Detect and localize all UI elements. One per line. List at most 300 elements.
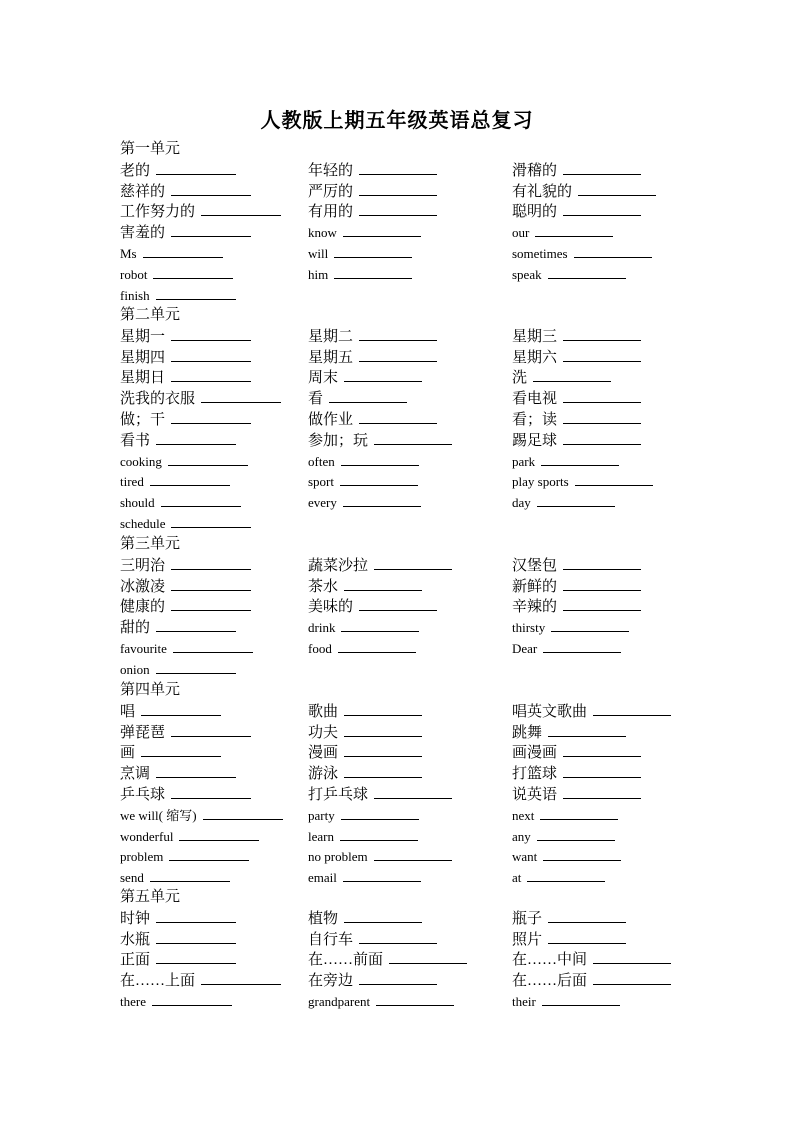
answer-blank[interactable] xyxy=(374,430,452,445)
answer-blank[interactable] xyxy=(593,701,671,716)
answer-blank[interactable] xyxy=(156,908,236,923)
vocab-word: 游泳 xyxy=(308,766,339,783)
vocab-word: their xyxy=(512,994,536,1009)
vocab-word: 水瓶 xyxy=(120,931,151,948)
vocab-word: no problem xyxy=(308,849,368,865)
vocab-word: our xyxy=(512,225,530,241)
answer-blank[interactable] xyxy=(203,805,283,820)
vocab-word: 星期二 xyxy=(308,328,354,345)
answer-blank[interactable] xyxy=(343,222,421,237)
answer-blank[interactable] xyxy=(548,264,626,279)
vocab-item xyxy=(512,576,641,596)
answer-blank[interactable] xyxy=(359,160,437,175)
answer-blank[interactable] xyxy=(344,763,422,778)
answer-blank[interactable] xyxy=(156,949,236,964)
vocab-word: 洗 xyxy=(512,370,528,387)
vocab-item xyxy=(512,222,613,242)
vocab-item xyxy=(120,347,251,367)
vocab-item xyxy=(512,867,605,887)
vocab-item xyxy=(120,826,259,846)
vocab-item xyxy=(512,243,652,263)
answer-blank[interactable] xyxy=(374,784,452,799)
vocab-item xyxy=(512,742,641,762)
answer-blank[interactable] xyxy=(156,929,236,944)
answer-blank[interactable] xyxy=(334,264,412,279)
vocab-item xyxy=(308,492,421,512)
vocab-item xyxy=(308,222,421,242)
answer-blank[interactable] xyxy=(344,908,422,923)
vocab-item xyxy=(120,596,251,616)
answer-blank[interactable] xyxy=(359,409,437,424)
answer-blank[interactable] xyxy=(171,784,251,799)
unit-heading: 第一单元 xyxy=(120,141,181,157)
answer-blank[interactable] xyxy=(156,430,236,445)
unit-heading: 第二单元 xyxy=(120,307,181,323)
vocab-word: 星期五 xyxy=(308,349,354,366)
vocab-word: 星期三 xyxy=(512,328,558,345)
vocab-word: 照片 xyxy=(512,931,543,948)
answer-blank[interactable] xyxy=(533,367,611,382)
vocab-word: next xyxy=(512,807,535,823)
vocab-word: 做；干 xyxy=(120,412,166,428)
vocab-item xyxy=(120,805,283,825)
vocab-item xyxy=(512,264,626,284)
answer-blank[interactable] xyxy=(156,763,236,778)
vocab-item xyxy=(512,929,626,949)
vocab-item xyxy=(308,929,437,949)
vocab-item xyxy=(120,451,248,471)
vocab-word: Ms xyxy=(120,246,137,261)
vocab-word: 害羞的 xyxy=(120,225,166,242)
answer-blank[interactable] xyxy=(173,638,253,653)
vocab-word: 星期四 xyxy=(120,349,166,366)
vocab-item xyxy=(120,181,251,201)
vocab-item xyxy=(308,826,418,846)
answer-blank[interactable] xyxy=(563,160,641,175)
vocab-word: 唱 xyxy=(120,703,136,720)
vocab-word: problem xyxy=(120,849,164,865)
vocab-word: schedule xyxy=(120,516,166,531)
answer-blank[interactable] xyxy=(156,659,236,674)
answer-blank[interactable] xyxy=(171,722,251,737)
vocab-word: there xyxy=(120,994,146,1009)
answer-blank[interactable] xyxy=(344,367,422,382)
vocab-word: speak xyxy=(512,266,542,282)
answer-blank[interactable] xyxy=(341,617,419,632)
answer-blank[interactable] xyxy=(201,970,281,985)
vocab-word: 看书 xyxy=(120,432,151,449)
vocab-word: 周末 xyxy=(308,370,339,387)
vocab-item xyxy=(120,701,221,721)
answer-blank[interactable] xyxy=(563,763,641,778)
answer-blank[interactable] xyxy=(171,222,251,237)
vocab-item xyxy=(120,326,251,346)
answer-blank[interactable] xyxy=(563,555,641,570)
answer-blank[interactable] xyxy=(537,492,615,507)
vocab-item xyxy=(512,326,641,346)
vocab-word: should xyxy=(120,495,155,511)
answer-blank[interactable] xyxy=(143,243,223,258)
vocab-word: 说英语 xyxy=(512,787,558,803)
vocab-item xyxy=(308,722,422,742)
vocab-item xyxy=(308,430,452,450)
vocab-item xyxy=(120,201,281,221)
answer-blank[interactable] xyxy=(563,326,641,341)
vocab-word: 唱英文歌曲 xyxy=(512,703,588,720)
answer-blank[interactable] xyxy=(543,846,621,861)
answer-blank[interactable] xyxy=(548,722,626,737)
vocab-word: 在……中间 xyxy=(512,952,588,969)
answer-blank[interactable] xyxy=(542,991,620,1006)
vocab-item xyxy=(512,451,619,471)
answer-blank[interactable] xyxy=(563,742,641,757)
answer-blank[interactable] xyxy=(578,181,656,196)
vocab-item xyxy=(308,181,437,201)
vocab-item xyxy=(120,846,249,866)
vocab-word: Dear xyxy=(512,641,538,656)
vocab-item xyxy=(120,285,236,305)
answer-blank[interactable] xyxy=(201,201,281,216)
vocab-word: at xyxy=(512,870,522,886)
answer-blank[interactable] xyxy=(359,181,437,196)
answer-blank[interactable] xyxy=(153,264,233,279)
answer-blank[interactable] xyxy=(171,347,251,362)
vocab-word: 植物 xyxy=(308,910,339,927)
vocab-word: 时钟 xyxy=(120,910,151,927)
answer-blank[interactable] xyxy=(171,409,251,424)
answer-blank[interactable] xyxy=(171,555,251,570)
answer-blank[interactable] xyxy=(593,949,671,964)
vocab-item xyxy=(308,471,418,491)
vocab-word: 年轻的 xyxy=(308,162,354,179)
vocab-item xyxy=(308,409,437,429)
vocab-item xyxy=(120,388,281,408)
vocab-word: favourite xyxy=(120,641,167,656)
answer-blank[interactable] xyxy=(171,513,251,528)
vocab-word: often xyxy=(308,453,335,469)
answer-blank[interactable] xyxy=(341,805,419,820)
vocab-item xyxy=(120,492,241,512)
answer-blank[interactable] xyxy=(535,222,613,237)
vocab-word: party xyxy=(308,807,335,823)
answer-blank[interactable] xyxy=(340,826,418,841)
vocab-word: sport xyxy=(308,474,334,490)
vocab-word: learn xyxy=(308,828,334,844)
answer-blank[interactable] xyxy=(168,451,248,466)
vocab-item xyxy=(120,742,221,762)
answer-blank[interactable] xyxy=(156,617,236,632)
vocab-item xyxy=(308,867,421,887)
vocab-word: send xyxy=(120,870,144,886)
answer-blank[interactable] xyxy=(359,970,437,985)
vocab-word: 茶水 xyxy=(308,578,339,595)
vocab-word: 汉堡包 xyxy=(512,557,558,574)
vocab-word: park xyxy=(512,453,536,469)
vocab-item xyxy=(512,492,615,512)
vocab-word: 星期一 xyxy=(120,328,166,345)
vocab-word: 做作业 xyxy=(308,412,354,428)
vocab-item xyxy=(120,513,251,533)
vocab-item xyxy=(308,367,422,387)
vocab-word: 美味的 xyxy=(308,599,354,616)
vocab-word: 有礼貌的 xyxy=(512,183,573,200)
answer-blank[interactable] xyxy=(171,576,251,591)
answer-blank[interactable] xyxy=(343,867,421,882)
vocab-word: 功夫 xyxy=(308,724,339,741)
vocab-item xyxy=(512,991,620,1011)
answer-blank[interactable] xyxy=(527,867,605,882)
vocab-word: 自行车 xyxy=(308,931,354,948)
vocab-item xyxy=(512,908,626,928)
vocab-word: 乒乓球 xyxy=(120,787,166,803)
vocab-item xyxy=(512,181,656,201)
answer-blank[interactable] xyxy=(563,430,641,445)
answer-blank[interactable] xyxy=(201,388,281,403)
vocab-item xyxy=(120,991,232,1011)
vocab-item xyxy=(308,908,422,928)
answer-blank[interactable] xyxy=(152,991,232,1006)
vocab-word: 慈祥的 xyxy=(120,183,166,200)
vocab-word: want xyxy=(512,849,538,865)
vocab-word: know xyxy=(308,225,337,241)
answer-blank[interactable] xyxy=(179,826,259,841)
answer-blank[interactable] xyxy=(171,181,251,196)
vocab-item xyxy=(308,617,419,637)
answer-blank[interactable] xyxy=(344,701,422,716)
answer-blank[interactable] xyxy=(141,742,221,757)
vocab-word: 烹调 xyxy=(120,766,151,783)
vocab-word: wonderful xyxy=(120,828,174,844)
vocab-word: 看；读 xyxy=(512,412,558,428)
vocab-item xyxy=(512,805,618,825)
answer-blank[interactable] xyxy=(169,846,249,861)
vocab-item xyxy=(308,347,437,367)
answer-blank[interactable] xyxy=(574,243,652,258)
answer-blank[interactable] xyxy=(548,929,626,944)
answer-blank[interactable] xyxy=(563,347,641,362)
vocab-word: 严厉的 xyxy=(308,183,354,200)
vocab-item xyxy=(120,949,236,969)
vocab-word: 健康的 xyxy=(120,599,166,616)
vocab-item xyxy=(512,388,641,408)
vocab-word: onion xyxy=(120,661,150,677)
vocab-word: 打乒乓球 xyxy=(308,787,369,803)
vocab-item xyxy=(308,763,422,783)
vocab-word: 冰激凌 xyxy=(120,578,166,595)
vocab-word: cooking xyxy=(120,453,162,469)
vocab-word: 洗我的衣服 xyxy=(120,391,196,408)
answer-blank[interactable] xyxy=(171,596,251,611)
vocab-word: 在……上面 xyxy=(120,973,196,990)
vocab-item xyxy=(308,576,422,596)
vocab-word: 星期六 xyxy=(512,349,558,366)
answer-blank[interactable] xyxy=(341,451,419,466)
vocab-word: drink xyxy=(308,620,336,636)
vocab-word: 踢足球 xyxy=(512,432,558,449)
answer-blank[interactable] xyxy=(344,576,422,591)
vocab-word: 瓶子 xyxy=(512,910,543,927)
vocab-item xyxy=(308,451,419,471)
vocab-word: 弹琵琶 xyxy=(120,724,166,741)
answer-blank[interactable] xyxy=(156,285,236,300)
vocab-item xyxy=(308,638,416,658)
answer-blank[interactable] xyxy=(344,742,422,757)
answer-blank[interactable] xyxy=(161,492,241,507)
answer-blank[interactable] xyxy=(540,805,618,820)
answer-blank[interactable] xyxy=(141,701,221,716)
vocab-item xyxy=(120,908,236,928)
vocab-item xyxy=(308,742,422,762)
vocab-item xyxy=(120,409,251,429)
vocab-word: every xyxy=(308,495,337,511)
vocab-item xyxy=(308,555,452,575)
answer-blank[interactable] xyxy=(359,326,437,341)
vocab-item xyxy=(512,409,641,429)
vocab-word: 辛辣的 xyxy=(512,599,558,616)
vocab-word: we will( 缩写) xyxy=(120,807,197,823)
vocab-word: 看 xyxy=(308,391,324,408)
vocab-word: 在……后面 xyxy=(512,973,588,990)
vocab-item xyxy=(512,784,641,804)
vocab-item xyxy=(512,701,671,721)
vocab-item xyxy=(120,722,251,742)
answer-blank[interactable] xyxy=(150,867,230,882)
vocab-word: 在旁边 xyxy=(308,973,354,990)
vocab-word: 三明治 xyxy=(120,557,166,574)
vocab-item xyxy=(308,805,419,825)
vocab-item xyxy=(120,763,236,783)
vocab-item xyxy=(308,846,452,866)
vocab-word: play sports xyxy=(512,474,569,490)
vocab-word: 聪明的 xyxy=(512,204,558,221)
vocab-word: sometimes xyxy=(512,246,568,261)
answer-blank[interactable] xyxy=(537,826,615,841)
vocab-item xyxy=(308,970,437,990)
answer-blank[interactable] xyxy=(563,201,641,216)
vocab-word: grandparent xyxy=(308,994,371,1009)
answer-blank[interactable] xyxy=(359,201,437,216)
vocab-word: 蔬菜沙拉 xyxy=(308,557,369,574)
vocab-item xyxy=(308,201,437,221)
vocab-item xyxy=(120,617,236,637)
vocab-word: food xyxy=(308,641,332,656)
vocab-item xyxy=(308,388,407,408)
vocab-word: 漫画 xyxy=(308,745,339,762)
vocab-item xyxy=(512,430,641,450)
answer-blank[interactable] xyxy=(374,846,452,861)
unit-heading: 第四单元 xyxy=(120,682,181,698)
vocab-item xyxy=(120,160,236,180)
answer-blank[interactable] xyxy=(340,471,418,486)
vocab-word: 打篮球 xyxy=(512,766,558,783)
answer-blank[interactable] xyxy=(344,722,422,737)
vocab-item xyxy=(120,784,251,804)
vocab-item xyxy=(512,722,626,742)
answer-blank[interactable] xyxy=(329,388,407,403)
answer-blank[interactable] xyxy=(593,970,671,985)
vocab-item xyxy=(512,367,611,387)
answer-blank[interactable] xyxy=(575,471,653,486)
answer-blank[interactable] xyxy=(543,638,621,653)
vocab-item xyxy=(120,367,251,387)
answer-blank[interactable] xyxy=(563,409,641,424)
vocab-item xyxy=(308,949,467,969)
answer-blank[interactable] xyxy=(171,367,251,382)
vocab-item xyxy=(512,596,641,616)
vocab-item xyxy=(120,430,236,450)
answer-blank[interactable] xyxy=(359,596,437,611)
vocab-item xyxy=(120,638,253,658)
vocab-item xyxy=(308,784,452,804)
answer-blank[interactable] xyxy=(551,617,629,632)
vocab-item xyxy=(308,243,412,263)
vocab-item xyxy=(512,949,671,969)
answer-blank[interactable] xyxy=(343,492,421,507)
answer-blank[interactable] xyxy=(359,347,437,362)
vocab-word: 滑稽的 xyxy=(512,162,558,179)
answer-blank[interactable] xyxy=(563,784,641,799)
vocab-word: 正面 xyxy=(120,952,151,969)
vocab-item xyxy=(120,471,230,491)
vocab-item xyxy=(512,471,653,491)
answer-blank[interactable] xyxy=(156,160,236,175)
vocab-item xyxy=(308,160,437,180)
page-title: 人教版上期五年级英语总复习 xyxy=(260,110,534,132)
vocab-item xyxy=(512,201,641,221)
answer-blank[interactable] xyxy=(548,908,626,923)
vocab-word: 看电视 xyxy=(512,391,558,408)
vocab-item xyxy=(120,576,251,596)
vocab-word: any xyxy=(512,828,531,844)
vocab-item xyxy=(120,867,230,887)
answer-blank[interactable] xyxy=(338,638,416,653)
vocab-item xyxy=(308,596,437,616)
vocab-word: email xyxy=(308,870,337,886)
vocab-item xyxy=(120,970,281,990)
answer-blank[interactable] xyxy=(563,576,641,591)
vocab-word: 有用的 xyxy=(308,204,354,221)
vocab-item xyxy=(120,929,236,949)
answer-blank[interactable] xyxy=(171,326,251,341)
vocab-item xyxy=(308,326,437,346)
vocab-word: 参加；玩 xyxy=(308,432,369,449)
unit-heading: 第五单元 xyxy=(120,889,181,905)
vocab-item xyxy=(308,991,454,1011)
answer-blank[interactable] xyxy=(374,555,452,570)
answer-blank[interactable] xyxy=(563,388,641,403)
answer-blank[interactable] xyxy=(334,243,412,258)
vocab-word: 画漫画 xyxy=(512,745,558,762)
unit-heading: 第三单元 xyxy=(120,536,181,552)
vocab-word: 在……前面 xyxy=(308,952,384,969)
vocab-word: 星期日 xyxy=(120,370,166,387)
vocab-word: will xyxy=(308,246,329,261)
vocab-item xyxy=(308,701,422,721)
vocab-word: him xyxy=(308,266,329,282)
answer-blank[interactable] xyxy=(359,929,437,944)
answer-blank[interactable] xyxy=(376,991,454,1006)
vocab-word: 歌曲 xyxy=(308,703,339,720)
vocab-word: 跳舞 xyxy=(512,724,543,741)
answer-blank[interactable] xyxy=(541,451,619,466)
vocab-word: 甜的 xyxy=(120,620,151,637)
vocab-item xyxy=(120,222,251,242)
vocab-item xyxy=(512,826,615,846)
answer-blank[interactable] xyxy=(150,471,230,486)
answer-blank[interactable] xyxy=(563,596,641,611)
vocab-word: finish xyxy=(120,287,150,303)
answer-blank[interactable] xyxy=(389,949,467,964)
